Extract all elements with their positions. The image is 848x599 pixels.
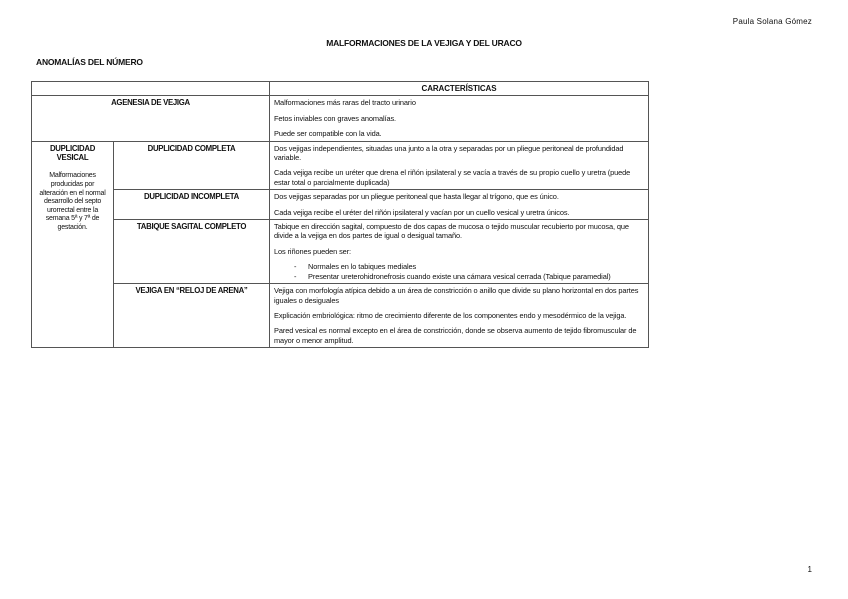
document-title: MALFORMACIONES DE LA VEJIGA Y DEL URACO [326, 38, 522, 48]
duplicidad-incompleta-text-2: Cada vejiga recibe el uréter del riñón ipsilateral y vacían por un cuello vesical y uretra únicos. [274, 207, 570, 217]
section-title: ANOMALÍAS DEL NÚMERO [36, 57, 143, 67]
tabique-sagital-text-1: Tabique en dirección sagital, compuesto de dos capas de mucosa o tejido muscular recubierto por mucosa, que divide a la vejiga en dos partes de igual o desigual tamaño. [274, 222, 629, 241]
tabique-sagital-description [270, 220, 649, 284]
malformations-table [31, 81, 649, 348]
duplicidad-completa-text-1: Dos vejigas independientes, situadas una junto a la otra y separadas por un pliegue peritoneal de profundidad variable. [274, 143, 624, 163]
duplicidad-completa-description [270, 141, 649, 190]
table-row-duplicidad-incompleta [32, 190, 649, 220]
tabique-sagital-label: TABIQUE SAGITAL COMPLETO [114, 220, 270, 284]
agenesia-description [270, 96, 649, 141]
duplicidad-vesical-cell [32, 141, 114, 348]
tabique-sagital-text-2: Los riñones pueden ser: [274, 246, 351, 256]
duplicidad-incompleta-text-1: Dos vejigas separadas por un pliegue peritoneal que hasta llegar al trígono, que es único. [274, 192, 559, 202]
duplicidad-completa-label: DUPLICIDAD COMPLETA [114, 141, 270, 190]
reloj-de-arena-description [270, 284, 649, 348]
page-number: 1 [807, 565, 812, 574]
author-name: Paula Solana Gómez [732, 17, 812, 26]
duplicidad-incompleta-description [270, 190, 649, 220]
list-item: - Normales en lo tabiques mediales [294, 262, 644, 271]
list-item: - Presentar ureterohidronefrosis cuando existe una cámara vesical cerrada (Tabique paramedial) [294, 272, 644, 281]
reloj-de-arena-text-3: Pared vesical es normal excepto en el área de constricción, donde se observa aumento de tejido fibromuscular de mayor o menor amplitud. [274, 326, 637, 345]
table-row-agenesia [32, 96, 649, 141]
duplicidad-incompleta-label: DUPLICIDAD INCOMPLETA [114, 190, 270, 220]
table-row-tabique-sagital [32, 220, 649, 284]
kidney-options-list [294, 262, 644, 281]
duplicidad-vesical-description: Malformaciones producidas por alteración en el normal desarrollo del septo urorrectal entre la semana 5ª y 7ª de gestación. [39, 172, 106, 231]
table-row-duplicidad-completa [32, 141, 649, 190]
table-header-row [32, 82, 649, 96]
agenesia-text-1: Malformaciones más raras del tracto urinario [274, 98, 416, 108]
agenesia-label: AGENESIA DE VEJIGA [32, 96, 270, 141]
reloj-de-arena-text-2: Explicación embriológica: ritmo de crecimiento diferente de los componentes endo y mesodérmico de la vejiga. [274, 310, 627, 320]
agenesia-text-3: Puede ser compatible con la vida. [274, 129, 382, 139]
agenesia-text-2: Fetos inviables con graves anomalías. [274, 113, 397, 123]
reloj-de-arena-text-1: Vejiga con morfología atípica debido a un área de constricción o anillo que divide su plano horizontal en dos partes iguales o desiguales [274, 286, 639, 305]
table-row-reloj-de-arena [32, 284, 649, 348]
duplicidad-completa-text-2: Cada vejiga recibe un uréter que drena el riñón ipsilateral y se vacía a través de su propio cuello y uretra (puede estar total o parcialmente duplicada) [274, 168, 631, 187]
reloj-de-arena-label: VEJIGA EN “RELOJ DE ARENA” [114, 284, 270, 348]
header-empty-cell [32, 82, 270, 96]
duplicidad-vesical-title: DUPLICIDAD VESICAL [49, 143, 96, 163]
characteristics-header: CARACTERÍSTICAS [270, 82, 649, 96]
